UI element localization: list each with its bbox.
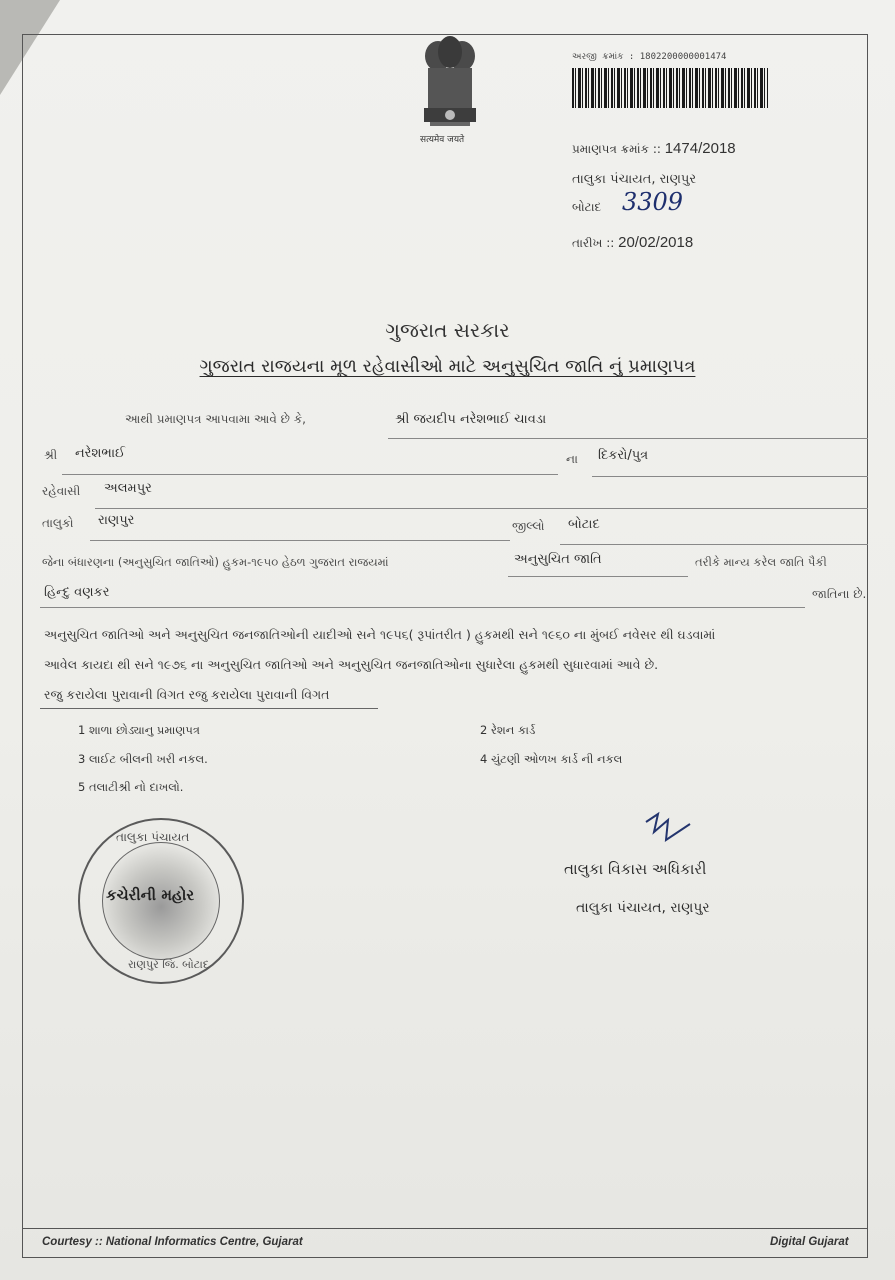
barcode [572,68,768,108]
father-name: નરેશભાઈ [75,446,126,461]
father-name-line [62,474,558,475]
signatory-office: તાલુકા પંચાયત, રાણપુર [576,900,710,916]
taluka-value: રાણપુર [98,513,135,528]
taluka-label: તાલુકો [42,516,74,530]
evidence-item-2: 2 રેશન કાર્ડ [480,723,536,737]
father-label: શ્રી [44,448,58,462]
caste-suffix: જાતિના છે. [812,587,867,601]
intro-label: આથી પ્રમાણપત્ર આપવામા આવે છે કે, [125,412,306,426]
paragraph-line-1: અનુસુચિત જાતિઓ અને અનુસુચિત જનજાતિઓની યાદીઓ સને ૧૯૫૬( રૂપાંતરીત ) હુકમથી સને ૧૯૬૦ ના મુંબઈ નવેસર થી ઘડવામાં [44,627,716,642]
evidence-heading: રજુ કરાયેલા પુરાવાની વિગત રજુ કરાયેલા પુરાવાની વિગત [44,687,330,702]
relation-line [592,476,868,477]
district-line [560,544,868,545]
emblem-motto: सत्यमेव जयते [420,135,465,145]
certificate-number-label: પ્રમાણપત્ર ક્રમાંક :: [572,142,665,156]
handwritten-number: 3309 [622,188,684,216]
clause-suffix: તરીકે માન્ય કરેલ જાતિ પૈકી [695,555,827,569]
footer-brand: Digital Gujarat [770,1236,849,1248]
district-label: બોટાદ [572,200,602,214]
evidence-item-3: 3 લાઈટ બીલની ખરી નકલ. [78,752,208,766]
category-value: અનુસુચિત જાતિ [514,552,602,567]
certificate-title: ગુજરાત રાજયના મૂળ રહેવાસીઓ માટે અનુસુચિત જાતિ નું પ્રમાણપત્ર [199,356,696,377]
page-border [22,34,868,1258]
evidence-item-4: 4 ચુંટણી ઓળખ કાર્ડ ની નકલ [480,752,623,766]
resident-line [95,508,868,509]
office-seal [78,818,244,984]
evidence-heading-underline [40,708,378,709]
national-emblem-icon [410,30,490,140]
caste-line [40,607,805,608]
district-field-label: જીલ્લો [512,519,545,533]
resident-label: રહેવાસી [42,484,81,498]
relation-label: ના [566,452,578,466]
district-value: બોટાદ [568,517,600,532]
paragraph-line-2: આવેલ કાયદા થી સને ૧૯૭૬ ના અનુસુચિત જાતિઓ અને અનુસુચિત જનજાતિઓના સુધારેલા હુકમથી સુધારવામાં આવે છે. [44,657,659,672]
relation-value: દિકરો/પુત્ર [598,448,649,463]
date-label: તારીખ :: [572,236,619,250]
caste-value: હિન્દુ વણકર [44,585,110,600]
holder-name: શ્રી જયદીપ નરેશભાઈ ચાવડા [395,412,547,427]
evidence-item-5: 5 તલાટીશ્રી નો દાખલો. [78,780,184,794]
footer-divider [22,1228,868,1229]
signatory-title: તાલુકા વિકાસ અધિકારી [564,860,707,878]
seal-top-text: તાલુકા પંચાયત [116,830,190,844]
resident-value: અલમપુર [104,481,152,496]
issue-date: 20/02/2018 [618,234,694,251]
footer-courtesy: Courtesy :: National Informatics Centre, Gujarat [42,1236,303,1248]
seal-center-text: કચેરીની મહોર [106,886,195,904]
seal-bottom-text: રાણપુર જિ. બોટાદ [128,958,210,971]
certificate-number: 1474/2018 [664,140,736,157]
evidence-item-1: 1 શાળા છોડ્યાનુ પ્રમાણપત્ર [78,723,200,737]
clause-label: જેના બંધારણના (અનુસુચિત જાતિઓ) હુકમ-૧૯૫૦ હેઠળ ગુજરાત રાજયમાં [42,555,389,569]
category-line [508,576,688,577]
application-number: અરજી ક્રમાંક : 1802200000001474 [572,52,727,62]
signature-scribble-icon [640,810,700,850]
issuing-office: તાલુકા પંચાયત, રાણપુર [572,172,697,187]
taluka-line [90,540,510,541]
government-title: ગુજરાત સરકાર [385,318,510,342]
date-row [572,232,693,251]
certificate-number-row [572,138,736,157]
holder-name-line [388,438,868,439]
